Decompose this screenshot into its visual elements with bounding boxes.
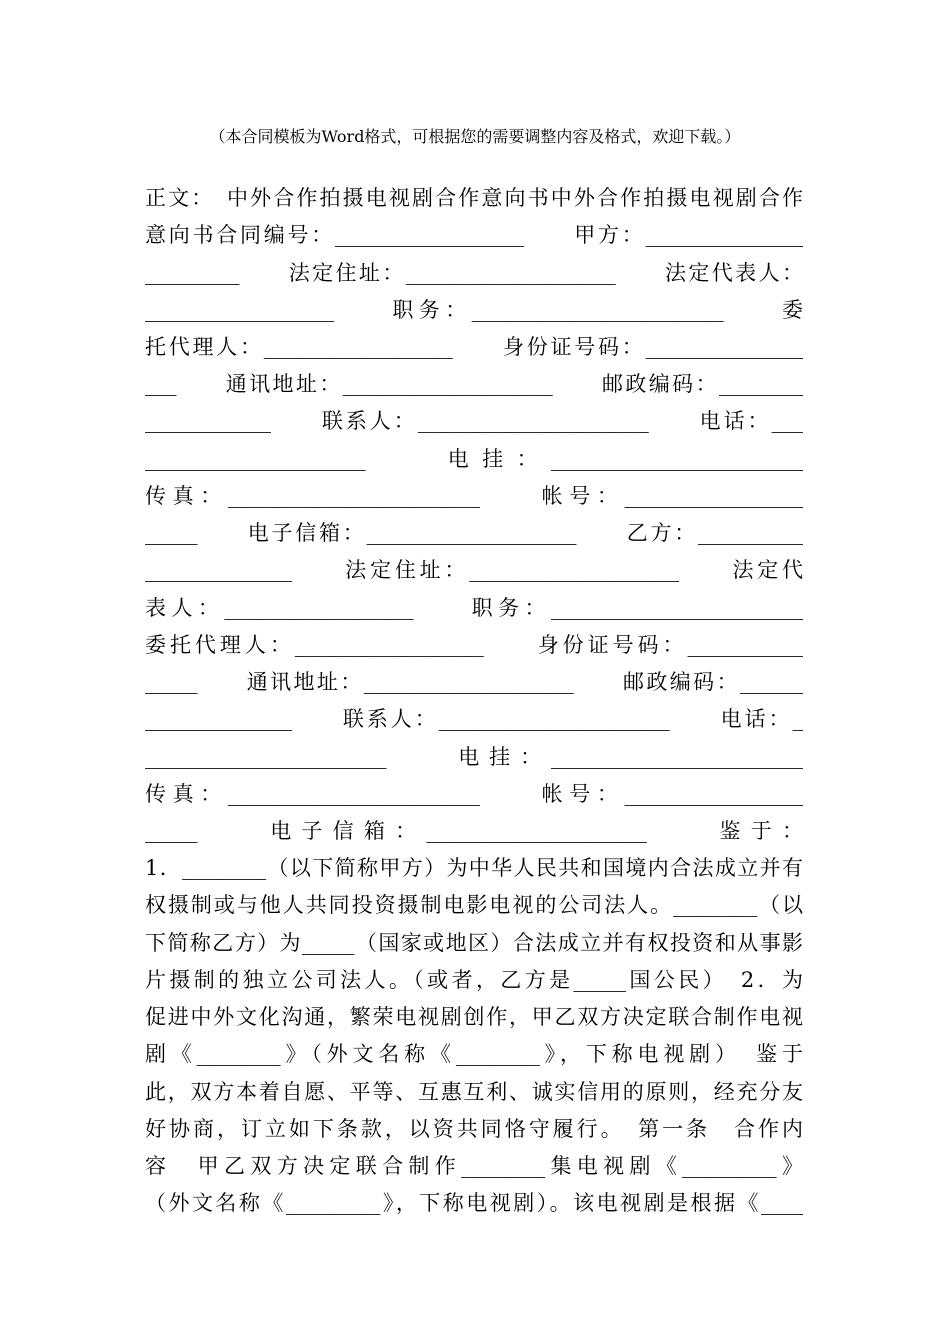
text-line: ______________ 法定住址：____________________ 法定代 — [145, 558, 803, 582]
text-line: ____________ 联系人：______________________ 电话：___ — [145, 409, 803, 433]
text-line: 权摄制或与他人共同投资摄制电影电视的公司法人。________（以 — [145, 893, 803, 917]
text-line: _____ 通讯地址：____________________ 邮政编码：______ — [145, 670, 803, 694]
text-line: _______________________ 电挂：________________________ — [145, 745, 803, 769]
text-line: _____ 电子信箱：____________________ 乙方：__________ — [145, 521, 803, 545]
text-line: 传真：________________________ 帐号：_________________ — [145, 782, 803, 806]
text-line: _____ 电子信箱：_____________________ 鉴于： — [145, 819, 803, 843]
text-line: 正文： 中外合作拍摄电视剧合作意向书中外合作拍摄电视剧合作 — [145, 186, 803, 210]
text-line: 下简称乙方）为_____（国家或地区）合法成立并有权投资和从事影 — [145, 931, 803, 955]
text-line: 好协商，订立如下条款，以资共同恪守履行。 第一条 合作内 — [145, 1117, 803, 1141]
text-line: 表人：__________________ 职务：________________________ — [145, 596, 803, 620]
text-line: 1．________（以下简称甲方）为中华人民共和国境内合法成立并有 — [145, 856, 803, 880]
text-line: （外文名称《_________》，下称电视剧）。该电视剧是根据《____ — [145, 1191, 803, 1215]
text-line: 委托代理人：__________________ 身份证号码：___________ — [145, 633, 803, 657]
text-line: ___ 通讯地址：____________________ 邮政编码：________ — [145, 372, 803, 396]
text-line: __________________ 职务：________________________ 委 — [145, 298, 803, 322]
text-line: 片摄制的独立公司法人。（或者，乙方是_____国公民） 2．为 — [145, 968, 803, 992]
text-line: _____________________ 电挂：________________________ — [145, 447, 803, 471]
text-line: 意向书合同编号：__________________ 甲方：_______________ — [145, 223, 803, 247]
text-line: _________ 法定住址：____________________ 法定代表人： — [145, 261, 803, 285]
text-line: ______________ 联系人：______________________ 电话：_ — [145, 707, 803, 731]
template-note: （本合同模板为Word格式，可根据您的需要调整内容及格式，欢迎下载。） — [209, 127, 741, 146]
text-line: 容 甲乙双方决定联合制作________集电视剧《_________》 — [145, 1154, 803, 1178]
text-line: 促进中外文化沟通，繁荣电视剧创作，甲乙双方决定联合制作电视 — [145, 1005, 803, 1029]
text-line: 此，双方本着自愿、平等、互惠互利、诚实信用的原则，经充分友 — [145, 1080, 803, 1104]
text-line: 剧《________》（外文名称《________》，下称电视剧） 鉴于 — [145, 1042, 803, 1066]
text-line: 托代理人：__________________ 身份证号码：_______________ — [145, 335, 803, 359]
text-line: 传真：________________________ 帐号：_________________ — [145, 484, 803, 508]
